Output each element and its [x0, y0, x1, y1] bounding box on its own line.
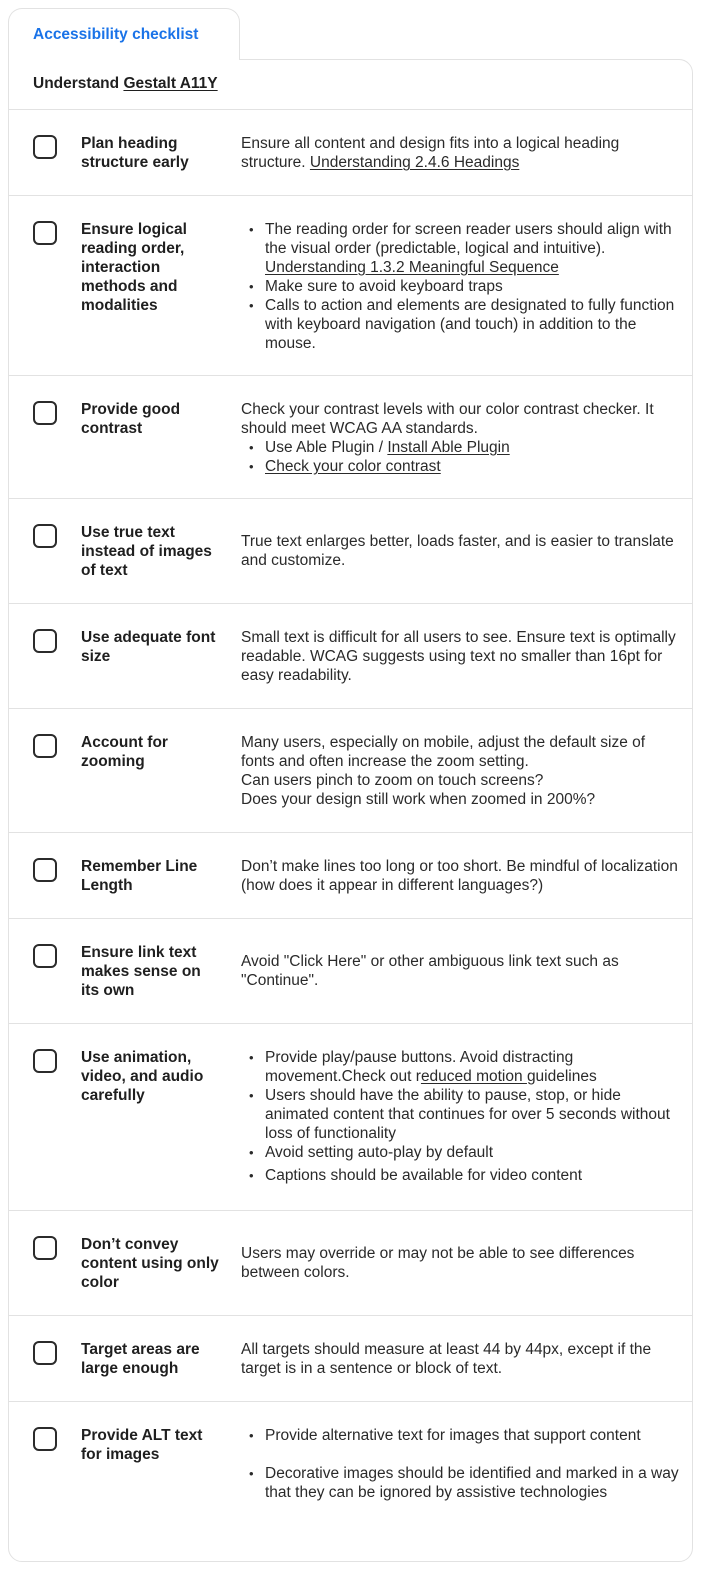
item-description: Users may override or may not be able to see differences between colors. [241, 1245, 635, 1281]
checklist-row [9, 376, 692, 499]
item-title: Use adequate font size [81, 629, 216, 665]
item-description: Check your contrast levels with our color contrast checker. It should meet WCAG AA standards. • Use Able Plugin / Install Able Plugin • Check your color contrast [241, 400, 681, 476]
understand-header [9, 60, 692, 110]
item-description: All targets should measure at least 44 by 44px, except if the target is in a sentence or block of text. [241, 1341, 652, 1377]
checklist-row [9, 833, 692, 919]
item-title: Account for zooming [81, 734, 168, 770]
reduced-motion-link[interactable]: educed motion [420, 1068, 527, 1085]
bullet-item: • Captions should be available for video content [241, 1166, 681, 1185]
bullet-item: • Provide play/pause buttons. Avoid distracting movement.Check out reduced motion guidelines [241, 1048, 681, 1086]
checklist-row [9, 499, 692, 604]
item-title: Use animation, video, and audio carefully [81, 1049, 204, 1104]
checklist-row [9, 919, 692, 1024]
checkbox[interactable] [33, 734, 57, 758]
checkbox[interactable] [33, 221, 57, 245]
item-description [241, 1426, 681, 1502]
install-able-plugin-link[interactable]: Install Able Plugin [387, 439, 510, 456]
bullet-item: • Calls to action and elements are designated to fully function with keyboard navigation (and touch) in addition to the mouse. [241, 296, 681, 353]
bullet-item: • Make sure to avoid keyboard traps [241, 277, 681, 296]
checklist-row [9, 196, 692, 376]
checklist-row [9, 110, 692, 196]
tab-label: Accessibility checklist [33, 26, 199, 43]
checkbox[interactable] [33, 135, 57, 159]
bullet-item [241, 457, 681, 476]
headings-link[interactable]: Understanding 2.4.6 Headings [309, 154, 520, 171]
checklist-row [9, 1024, 692, 1211]
item-title: Use true text instead of images of text [81, 524, 212, 579]
item-description: Small text is difficult for all users to see. Ensure text is optimally readable. WCAG suggests using text no smaller than 16pt for easy readability. [241, 629, 676, 684]
check-color-contrast-link[interactable]: Check your color contrast [265, 458, 441, 475]
checklist-row [9, 709, 692, 833]
tab-accessibility-checklist[interactable] [8, 8, 240, 60]
checklist-card [8, 59, 693, 1562]
item-description [241, 220, 681, 353]
checklist-row [9, 1316, 692, 1402]
item-title: Ensure link text makes sense on its own [81, 944, 201, 999]
checkbox[interactable] [33, 629, 57, 653]
checkbox[interactable] [33, 1427, 57, 1451]
item-title: Plan heading structure early [81, 135, 189, 171]
item-description: Many users, especially on mobile, adjust the default size of fonts and often increase the zoom setting. Can users pinch to zoom on touch screens? Does your design still work when zoomed in 200%? [241, 734, 646, 808]
bullet-item: • Decorative images should be identified and marked in a way that they can be ignored by assistive technologies [241, 1464, 681, 1502]
item-description: Avoid "Click Here" or other ambiguous link text such as "Continue". [241, 953, 619, 989]
item-title: Don’t convey content using only color [81, 1236, 219, 1291]
checkbox[interactable] [33, 401, 57, 425]
checklist-row [9, 1211, 692, 1316]
checklist-row [9, 604, 692, 709]
bullet-item: • Use Able Plugin / Install Able Plugin [241, 438, 681, 457]
item-title: Remember Line Length [81, 858, 198, 894]
item-description: Don’t make lines too long or too short. Be mindful of localization (how does it appear in different languages?) [241, 858, 678, 894]
item-description [241, 1048, 681, 1185]
item-title: Ensure logical reading order, interaction methods and modalities [81, 221, 187, 314]
checkbox[interactable] [33, 944, 57, 968]
item-description: Ensure all content and design fits into a logical heading structure. Understanding 2.4.6 Headings [241, 135, 620, 171]
item-title: Provide good contrast [81, 401, 181, 437]
bullet-item: • Users should have the ability to pause, stop, or hide animated content that continues for over 5 seconds without loss of functionality [241, 1086, 681, 1143]
item-description: True text enlarges better, loads faster, and is easier to translate and customize. [241, 533, 674, 569]
bullet-item: • The reading order for screen reader users should align with the visual order (predictable, logical and intuitive). Understanding 1.3.2 Meaningful Sequence [241, 220, 681, 277]
checkbox[interactable] [33, 1049, 57, 1073]
item-title: Provide ALT text for images [81, 1427, 203, 1463]
understand-prefix: Understand [33, 75, 124, 92]
meaningful-sequence-link[interactable]: Understanding 1.3.2 Meaningful Sequence [265, 259, 559, 276]
bullet-item: • Provide alternative text for images that support content [241, 1426, 681, 1445]
checkbox[interactable] [33, 1236, 57, 1260]
checkbox[interactable] [33, 858, 57, 882]
gestalt-a11y-link[interactable]: Gestalt A11Y [123, 75, 218, 92]
item-title: Target areas are large enough [81, 1341, 200, 1377]
bullet-item: • Avoid setting auto-play by default [241, 1143, 681, 1162]
checkbox[interactable] [33, 524, 57, 548]
checkbox[interactable] [33, 1341, 57, 1365]
checklist-row [9, 1402, 692, 1562]
